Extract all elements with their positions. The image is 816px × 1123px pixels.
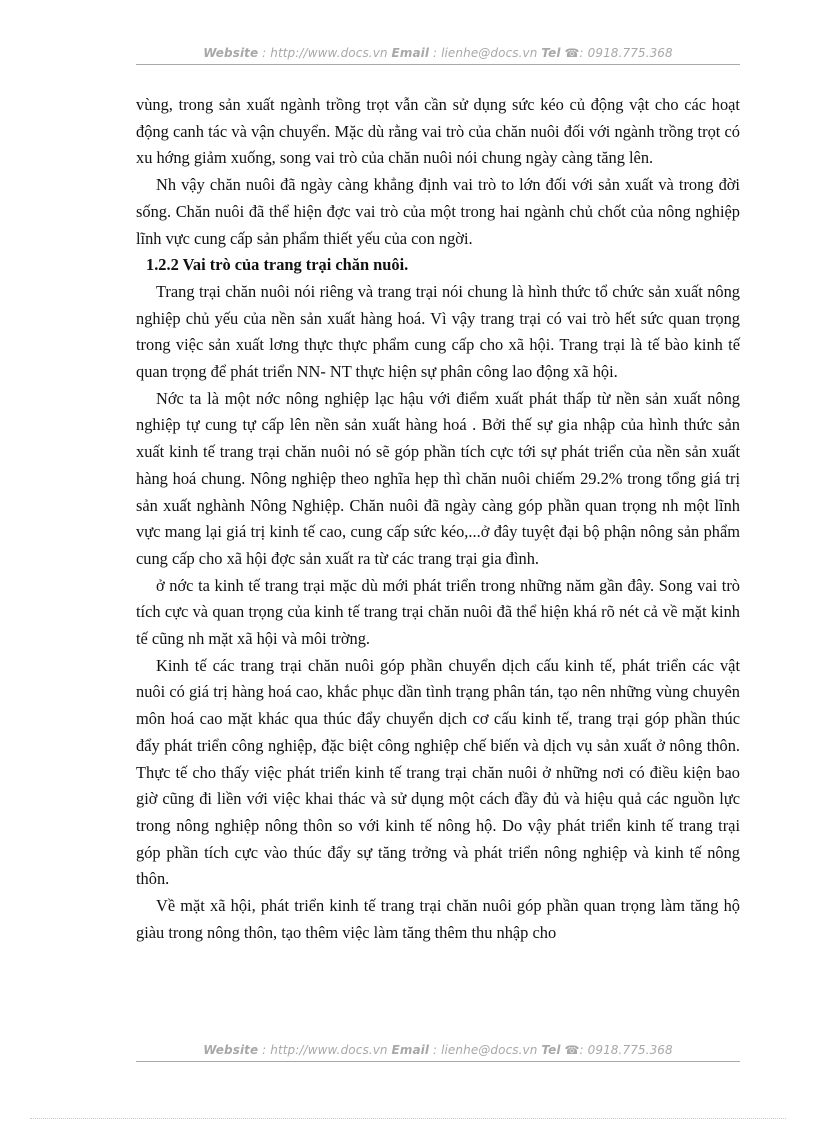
email-label: Email — [391, 46, 430, 60]
footer-email-separator: : — [429, 1043, 442, 1057]
paragraph-4: Nớc ta là một nớc nông nghiệp lạc hậu với điểm xuất phát thấp từ nền sản xuất nông nghiệp tự cung tự cấp lên nền sản xuất hàng hoá . Bởi thế sự gia nhập của hình thức sản xuất kinh tế trang trại chăn nuôi nó sẽ góp phần tích cực tới sự phát triển của nền sản xuất hàng hoá chung. Nông nghiệp theo nghĩa hẹp thì chăn nuôi chiếm 29.2% trong tổng giá trị sản xuất nghành Nông Nghiệp. Chăn nuôi đã ngày càng góp phần quan trọng nh một lĩnh vực mang lại giá trị kinh tế cao, cung cấp sức kéo,...ở đây tuyệt đại bộ phận nông sản phẩm cung cấp cho xã hội đợc sản xuất ra từ các trang trại gia đình. — [136, 388, 740, 568]
tel-label: Tel — [541, 46, 561, 60]
page-bottom-dotted-border — [30, 1118, 786, 1119]
website-label: Website — [203, 46, 259, 60]
paragraph-3: Trang trại chăn nuôi nói riêng và trang trại nói chung là hình thức tổ chức sản xuất nông nghiệp chủ yếu của nền sản xuất hàng hoá. Vì vậy trang trại có vai trò hết sức quan trọng trong việc sản xuất lơng thực thực phẩm cung cấp cho xã hội. Trang trại là tế bào kinh tế quan trọng để phát triển NN- NT thực hiện sự phân công lao động xã hội. — [136, 281, 740, 382]
document-body — [136, 92, 740, 947]
paragraph-2: Nh vậy chăn nuôi đã ngày càng khẳng định vai trò to lớn đối với sản xuất và trong đời sống. Chăn nuôi đã thể hiện đợc vai trò của một trong hai ngành chủ chốt của nông nghiệp lĩnh vực cung cấp sản phẩm thiết yếu của con ngời. — [136, 175, 740, 248]
footer-website-label: Website — [203, 1043, 259, 1057]
website-url[interactable]: http://www.docs.vn — [270, 46, 388, 60]
page-header — [136, 46, 740, 60]
email-value[interactable]: lienhe@docs.vn — [441, 46, 538, 60]
paragraph-6: Kinh tế các trang trại chăn nuôi góp phần chuyển dịch cấu kinh tế, phát triển các vật nuôi có giá trị hàng hoá cao, khắc phục dần tình trạng phân tán, tạo nên những vùng chuyên môn hoá cao mặt khác qua thúc đẩy chuyển dịch cơ cấu kinh tế, trang trại góp phần thúc đẩy phát triển công nghiệp, đặc biệt công nghiệp chế biến và dịch vụ sản xuất ở nông thôn. Thực tế cho thấy việc phát triển kinh tế trang trại chăn nuôi ở những nơi có điều kiện bao giờ cũng đi liền với việc khai thác và sử dụng một cách đầy đủ và hiệu quả các nguồn lực trong nông nghiệp nông thôn so với kinh tế nông hộ. Do vậy phát triển kinh tế trang trại góp phần tích cực vào thúc đẩy sự tăng trởng và phát triển nông nghiệp và kinh tế nông thôn. — [136, 655, 740, 889]
phone-icon: ☎ — [564, 46, 580, 60]
footer-rule — [136, 1061, 740, 1062]
website-separator: : — [258, 46, 271, 60]
paragraph-5: ở nớc ta kinh tế trang trại mặc dù mới phát triển trong những năm gần đây. Song vai trò tích cực và quan trọng của kinh tế trang trại chăn nuôi đã thể hiện khá rõ nét cả về mặt kinh tế cũng nh mặt xã hội và môi trờng. — [136, 575, 740, 649]
paragraph-7: Về mặt xã hội, phát triển kinh tế trang trại chăn nuôi góp phần quan trọng làm tăng hộ giàu trong nông thôn, tạo thêm việc làm tăng thêm thu nhập cho — [136, 896, 740, 942]
paragraph-1: vùng, trong sản xuất ngành trồng trọt vẫn cần sử dụng sức kéo củ động vật cho các hoạt động canh tác và vận chuyển. Mặc dù rằng vai trò của chăn nuôi đối với ngành trồng trọt có xu hớng giảm xuống, song vai trò của chăn nuôi nói chung ngày càng tăng lên. — [136, 95, 740, 168]
footer-email-label: Email — [391, 1043, 430, 1057]
tel-value: : 0918.775.368 — [579, 46, 673, 60]
footer-tel-value: : 0918.775.368 — [579, 1043, 673, 1057]
section-heading: 1.2.2 Vai trò của trang trại chăn nuôi. — [146, 255, 409, 275]
footer-email-value[interactable]: lienhe@docs.vn — [441, 1043, 538, 1057]
email-separator: : — [429, 46, 442, 60]
footer-tel-label: Tel — [541, 1043, 561, 1057]
footer-phone-icon: ☎ — [564, 1043, 580, 1057]
header-rule — [136, 64, 740, 65]
footer-website-url[interactable]: http://www.docs.vn — [270, 1043, 388, 1057]
footer-website-separator: : — [258, 1043, 271, 1057]
page-footer — [136, 1043, 740, 1057]
